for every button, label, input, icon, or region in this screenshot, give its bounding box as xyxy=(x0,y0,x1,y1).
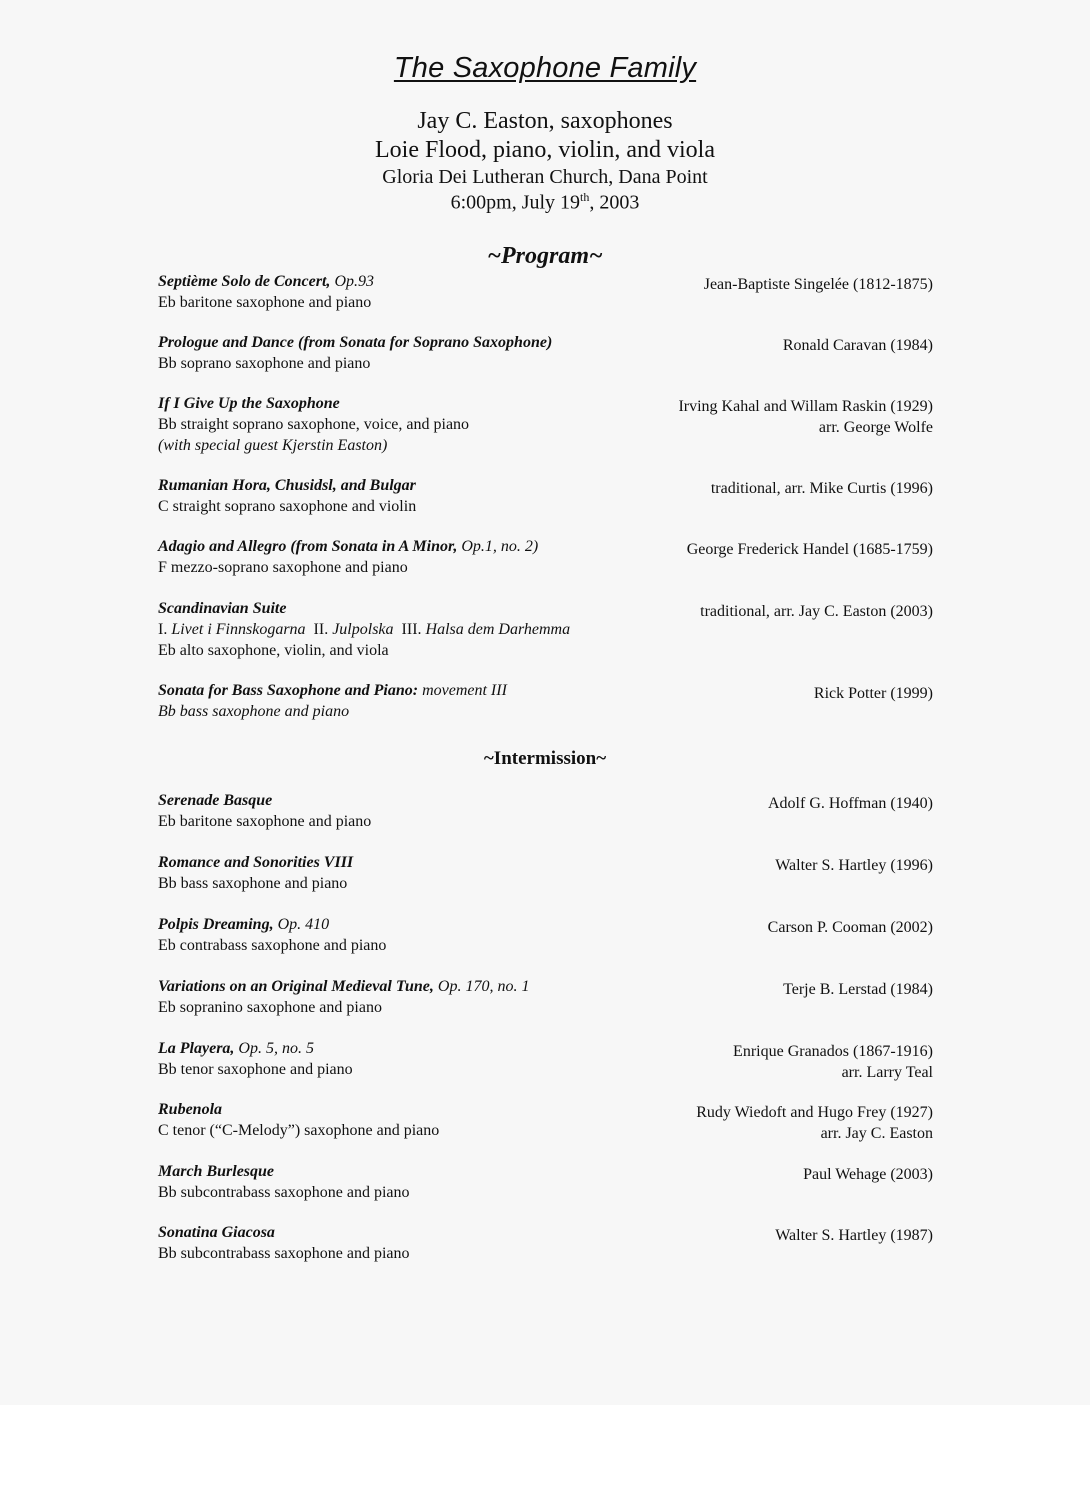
concert-title: The Saxophone Family xyxy=(393,52,697,84)
instrumentation: Eb sopranino saxophone and piano xyxy=(158,999,382,1016)
piece-title-text: Polpis Dreaming, xyxy=(158,916,274,933)
program-item xyxy=(158,914,933,956)
piece-title-text: Sonata for Bass Saxophone and Piano: xyxy=(158,682,419,699)
program-item xyxy=(158,976,933,1018)
venue: Gloria Dei Lutheran Church, Dana Point xyxy=(382,166,708,188)
instrumentation: Eb alto saxophone, violin, and viola xyxy=(158,642,389,659)
piece-title: Scandinavian Suite xyxy=(158,600,287,617)
composer: Ronald Caravan (1984) xyxy=(782,337,933,354)
piece-title: March Burlesque xyxy=(158,1163,275,1180)
composer: Irving Kahal and Willam Raskin (1929) xyxy=(678,398,933,415)
arranger: arr. Jay C. Easton xyxy=(820,1125,933,1142)
piece-title: Serenade Basque xyxy=(158,792,273,809)
instrumentation: Bb subcontrabass saxophone and piano xyxy=(158,1245,410,1262)
arranger: arr. George Wolfe xyxy=(818,419,933,436)
program-item xyxy=(158,680,933,722)
piece-title-text: Variations on an Original Medieval Tune, xyxy=(158,978,434,995)
instrumentation: C straight soprano saxophone and violin xyxy=(158,498,417,515)
movement-number: I. xyxy=(158,621,168,638)
composer: Paul Wehage (2003) xyxy=(803,1166,933,1183)
piece-opus: Op. 410 xyxy=(273,916,330,933)
instrumentation: Bb soprano saxophone and piano xyxy=(158,355,371,372)
date-year: , 2003 xyxy=(589,191,640,214)
piece-title xyxy=(158,914,658,935)
instrumentation: Bb bass saxophone and piano xyxy=(158,875,348,892)
instrumentation: C tenor (“C-Melody”) saxophone and piano xyxy=(158,1122,440,1139)
piece-title: Rumanian Hora, Chusidsl, and Bulgar xyxy=(158,477,416,494)
movement-name: Halsa dem Darhemma xyxy=(425,621,571,638)
date-suffix: th xyxy=(580,190,590,204)
piece-title: Sonatina Giacosa xyxy=(158,1224,275,1241)
piece-title-text: Adagio and Allegro (from Sonata in A Minor, xyxy=(158,538,458,555)
program-item xyxy=(158,1161,933,1203)
program-item xyxy=(158,393,933,456)
piece-title xyxy=(158,976,658,997)
piece-title: Rubenola xyxy=(158,1101,223,1118)
arranger: arr. Larry Teal xyxy=(841,1064,933,1081)
program-item xyxy=(158,598,933,661)
piece-opus: movement III xyxy=(418,682,507,699)
composer: Adolf G. Hoffman (1940) xyxy=(767,795,933,812)
composer: traditional, arr. Jay C. Easton (2003) xyxy=(700,603,933,620)
piece-opus: Op. 170, no. 1 xyxy=(433,978,530,995)
composer: Rick Potter (1999) xyxy=(813,685,933,702)
program-item xyxy=(158,1222,933,1264)
piece-opus: Op. 5, no. 5 xyxy=(234,1040,314,1057)
piece-opus: Op.1, no. 2) xyxy=(457,538,539,555)
program-item xyxy=(158,536,933,578)
instrumentation: F mezzo-soprano saxophone and piano xyxy=(158,559,408,576)
movement-number: III. xyxy=(401,621,422,638)
program-heading: ~Program~ xyxy=(487,243,603,269)
piece-title xyxy=(158,1038,658,1059)
piece-title: Prologue and Dance (from Sonata for Soprano Saxophone) xyxy=(158,334,553,351)
intermission-heading: ~Intermission~ xyxy=(483,748,607,769)
instrumentation: Bb straight soprano saxophone, voice, and piano xyxy=(158,416,470,433)
program-item xyxy=(158,332,933,374)
movement-name: Livet i Finnskogarna xyxy=(171,621,306,638)
composer: Carson P. Cooman (2002) xyxy=(767,919,933,936)
performer-saxophones: Jay C. Easton, saxophones xyxy=(417,108,673,134)
movement-list xyxy=(158,619,658,640)
instrumentation: Bb subcontrabass saxophone and piano xyxy=(158,1184,410,1201)
composer: Walter S. Hartley (1996) xyxy=(775,857,933,874)
piece-title xyxy=(158,271,658,292)
instrumentation: Bb tenor saxophone and piano xyxy=(158,1061,353,1078)
instrumentation: Bb bass saxophone and piano xyxy=(158,703,350,720)
movement-name: Julpolska xyxy=(332,621,394,638)
composer: Jean-Baptiste Singelée (1812-1875) xyxy=(703,276,933,293)
program-item xyxy=(158,852,933,894)
piece-title: Romance and Sonorities VIII xyxy=(158,854,354,871)
program-item xyxy=(158,475,933,517)
concert-date xyxy=(0,190,1090,215)
composer: Enrique Granados (1867-1916) xyxy=(733,1043,933,1060)
special-guest-note: (with special guest Kjerstin Easton) xyxy=(158,437,388,454)
composer: Terje B. Lerstad (1984) xyxy=(783,981,933,998)
instrumentation: Eb baritone saxophone and piano xyxy=(158,813,372,830)
composer: George Frederick Handel (1685-1759) xyxy=(686,541,933,558)
piece-title: If I Give Up the Saxophone xyxy=(158,395,340,412)
program-item xyxy=(158,790,933,832)
piece-title-text: Septième Solo de Concert, xyxy=(158,273,331,290)
program-item xyxy=(158,1099,933,1141)
piece-title-text: La Playera, xyxy=(158,1040,235,1057)
movement-number: II. xyxy=(313,621,329,638)
composer: traditional, arr. Mike Curtis (1996) xyxy=(710,480,933,497)
instrumentation: Eb baritone saxophone and piano xyxy=(158,294,372,311)
piece-title xyxy=(158,536,658,557)
composer: Walter S. Hartley (1987) xyxy=(775,1227,933,1244)
composer: Rudy Wiedoft and Hugo Frey (1927) xyxy=(696,1104,933,1121)
performer-piano: Loie Flood, piano, violin, and viola xyxy=(375,137,715,163)
piece-title xyxy=(158,680,658,701)
program-item xyxy=(158,271,933,313)
instrumentation: Eb contrabass saxophone and piano xyxy=(158,937,387,954)
date-main: 6:00pm, July 19 xyxy=(450,191,581,214)
program-item xyxy=(158,1038,933,1080)
piece-opus: Op.93 xyxy=(330,273,374,290)
